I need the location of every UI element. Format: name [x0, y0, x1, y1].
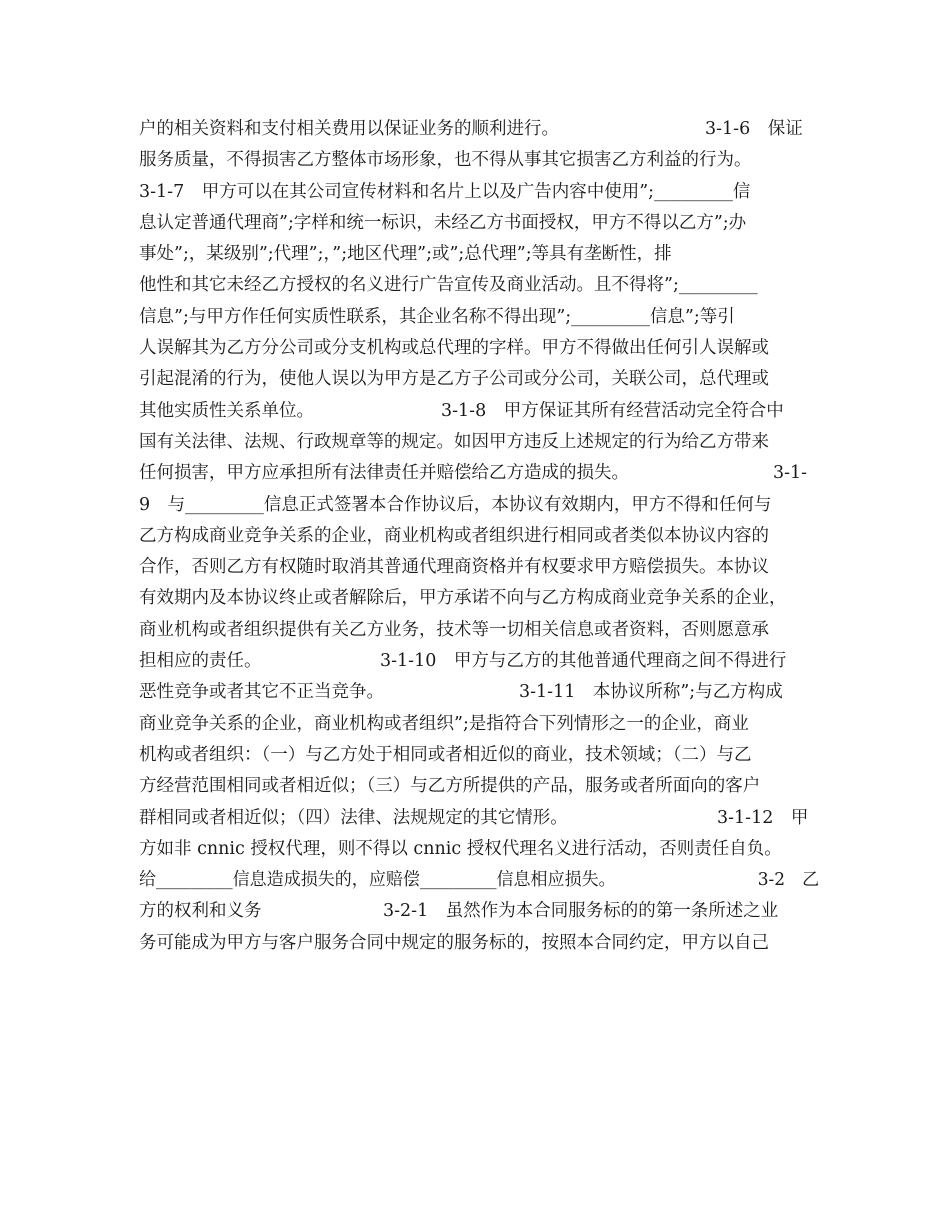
text-segment: 国有关法律、法规、行政规章等的规定。如因甲方违反上述规定的行为给乙方带来 — [139, 431, 769, 452]
text-line — [139, 490, 819, 521]
text-line — [139, 208, 819, 239]
text-line — [139, 427, 819, 458]
clause-number: 3-1-8 甲方保证其所有经营活动完全符合中 — [441, 400, 784, 421]
text-line — [139, 270, 819, 301]
text-segment: 担相应的责任。 — [139, 651, 262, 672]
text-line — [139, 709, 819, 740]
text-segment: 方的权利和义务 — [139, 901, 262, 922]
clause-number: 3-2-1 虽然作为本合同服务标的的第一条所述之业 — [383, 901, 779, 922]
text-segment: 任何损害，甲方应承担所有法律责任并赔偿给乙方造成的损失。 — [139, 463, 629, 484]
text-line — [139, 552, 819, 583]
text-segment: 信息”;与甲方作任何实质性联系，其企业名称不得出现”;_________信息”;等引 — [139, 306, 735, 327]
text-line — [139, 145, 819, 176]
text-line — [139, 677, 819, 708]
text-line — [139, 740, 819, 771]
text-line — [139, 928, 819, 959]
text-segment: 方如非 cnnic 授权代理，则不得以 cnnic 授权代理名义进行活动，否则责任自负。 — [139, 838, 782, 859]
text-line — [139, 803, 819, 834]
text-line — [139, 177, 819, 208]
text-line — [139, 834, 819, 865]
clause-number: 3-1-11 本协议所称”;与乙方构成 — [519, 682, 783, 703]
body-text — [139, 114, 819, 959]
text-segment: 息认定普通代理商”;字样和统一标识，未经乙方书面授权，甲方不得以乙方”;办 — [139, 212, 747, 233]
text-line — [139, 615, 819, 646]
text-segment: 引起混淆的行为，使他人误以为甲方是乙方子公司或分公司，关联公司，总代理或 — [139, 369, 769, 390]
text-line — [139, 865, 820, 896]
text-line — [139, 364, 819, 395]
text-segment: 给_________信息造成损失的，应赔偿_________信息相应损失。 — [139, 870, 616, 891]
text-segment: 务可能成为甲方与客户服务合同中规定的服务标的，按照本合同约定，甲方以自己 — [139, 932, 769, 953]
text-segment: 乙方构成商业竞争关系的企业，商业机构或者组织进行相同或者类似本协议内容的 — [139, 525, 769, 546]
clause-number: 3-1-6 保证 — [705, 119, 803, 139]
text-line — [139, 396, 819, 427]
text-line — [139, 302, 819, 333]
text-segment: 方经营范围相同或者相近似；（三）与乙方所提供的产品，服务或者所面向的客户 — [139, 776, 761, 797]
text-segment: 群相同或者相近似；（四）法律、法规规定的其它情形。 — [139, 807, 568, 828]
text-segment: 3-1-7 甲方可以在其公司宣传材料和名片上以及广告内容中使用”;_________信 — [139, 181, 751, 202]
text-line — [139, 521, 819, 552]
text-segment: 机构或者组织：（一）与乙方处于相同或者相近似的商业，技术领域；（二）与乙 — [139, 744, 752, 765]
text-line — [139, 646, 819, 677]
text-line — [139, 239, 819, 270]
clause-number: 3-1- — [773, 463, 808, 484]
text-line — [139, 333, 819, 364]
text-segment: 商业竞争关系的企业，商业机构或者组织”;是指符合下列情形之一的企业，商业 — [139, 713, 749, 734]
clause-number: 3-1-12 甲 — [717, 807, 809, 828]
text-line — [139, 771, 819, 802]
text-segment: 事处”;，某级别”;代理”;，”;地区代理”;或”;总代理”;等具有垄断性，排 — [139, 244, 672, 265]
clause-number: 3-2 乙 — [757, 870, 820, 891]
text-segment: 合作，否则乙方有权随时取消其普通代理商资格并有权要求甲方赔偿损失。本协议 — [139, 557, 769, 578]
text-segment: 服务质量，不得损害乙方整体市场形象，也不得从事其它损害乙方利益的行为。 — [139, 150, 752, 171]
text-segment: 其他实质性关系单位。 — [139, 400, 314, 421]
text-segment: 人误解其为乙方分公司或分支机构或总代理的字样。甲方不得做出任何引人误解或 — [139, 338, 769, 359]
text-segment: 有效期内及本协议终止或者解除后，甲方承诺不向与乙方构成商业竞争关系的企业， — [139, 588, 787, 609]
text-line — [139, 896, 819, 927]
text-line — [139, 458, 819, 489]
text-segment: 他性和其它未经乙方授权的名义进行广告宣传及商业活动。且不得将”;_________ — [139, 275, 758, 296]
text-line — [139, 114, 819, 145]
text-segment: 户的相关资料和支付相关费用以保证业务的顺利进行。 — [139, 119, 559, 139]
text-segment: 9 与_________信息正式签署本合作协议后，本协议有效期内，甲方不得和任何与 — [139, 494, 772, 515]
clause-number: 3-1-10 甲方与乙方的其他普通代理商之间不得进行 — [380, 651, 787, 672]
text-segment: 商业机构或者组织提供有关乙方业务，技术等一切相关信息或者资料，否则愿意承 — [139, 619, 769, 640]
text-segment: 恶性竞争或者其它不正当竞争。 — [139, 682, 384, 703]
text-line — [139, 583, 819, 614]
